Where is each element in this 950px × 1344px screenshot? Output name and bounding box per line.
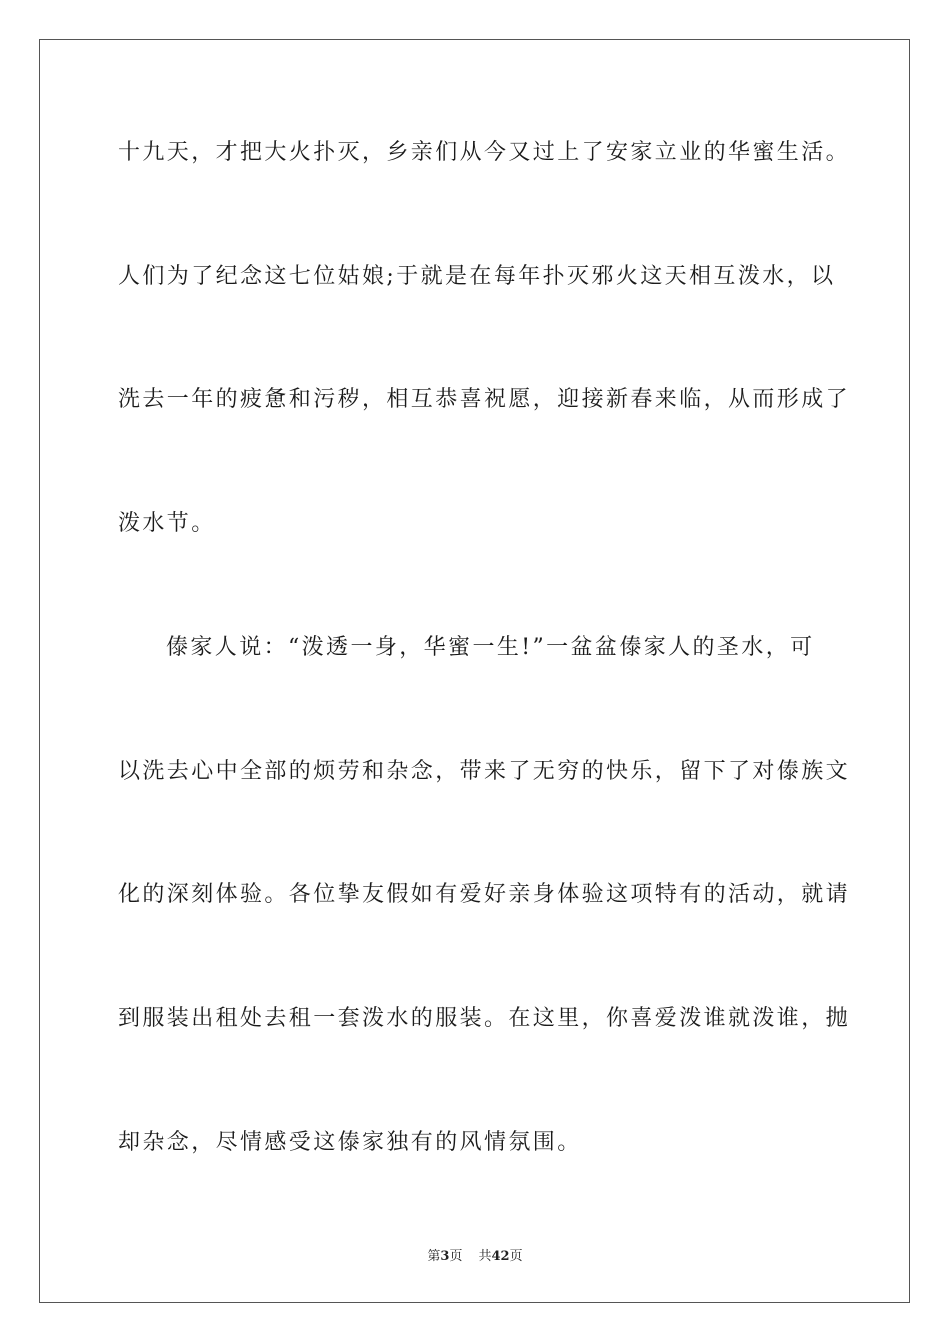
page-suffix: 页 <box>449 1249 463 1264</box>
body-line-6: 以洗去心中全部的烦劳和杂念，带来了无穷的快乐，留下了对傣族文 <box>118 759 851 784</box>
body-line-7: 化的深刻体验。各位挚友假如有爱好亲身体验这项特有的活动，就请 <box>118 882 851 907</box>
body-line-3: 洗去一年的疲惫和污秽，相互恭喜祝愿，迎接新春来临，从而形成了 <box>118 387 851 412</box>
body-line-5: 傣家人说：“泼透一身，华蜜一生!”一盆盆傣家人的圣水，可 <box>166 635 815 660</box>
page-prefix: 第 <box>427 1249 441 1264</box>
total-suffix: 页 <box>509 1249 523 1264</box>
page-number: 3 <box>440 1249 450 1264</box>
total-pages: 42 <box>491 1249 510 1264</box>
page-border <box>39 39 910 1303</box>
page-footer <box>0 1248 950 1266</box>
body-line-4: 泼水节。 <box>118 511 216 536</box>
body-line-2: 人们为了纪念这七位姑娘;于就是在每年扑灭邪火这天相互泼水，以 <box>118 264 836 289</box>
total-prefix: 共 <box>478 1249 492 1264</box>
body-line-1: 十九天，才把大火扑灭，乡亲们从今又过上了安家立业的华蜜生活。 <box>118 140 851 165</box>
body-line-9: 却杂念，尽情感受这傣家独有的风情氛围。 <box>118 1130 582 1155</box>
body-line-8: 到服装出租处去租一套泼水的服装。在这里，你喜爱泼谁就泼谁，抛 <box>118 1006 851 1031</box>
